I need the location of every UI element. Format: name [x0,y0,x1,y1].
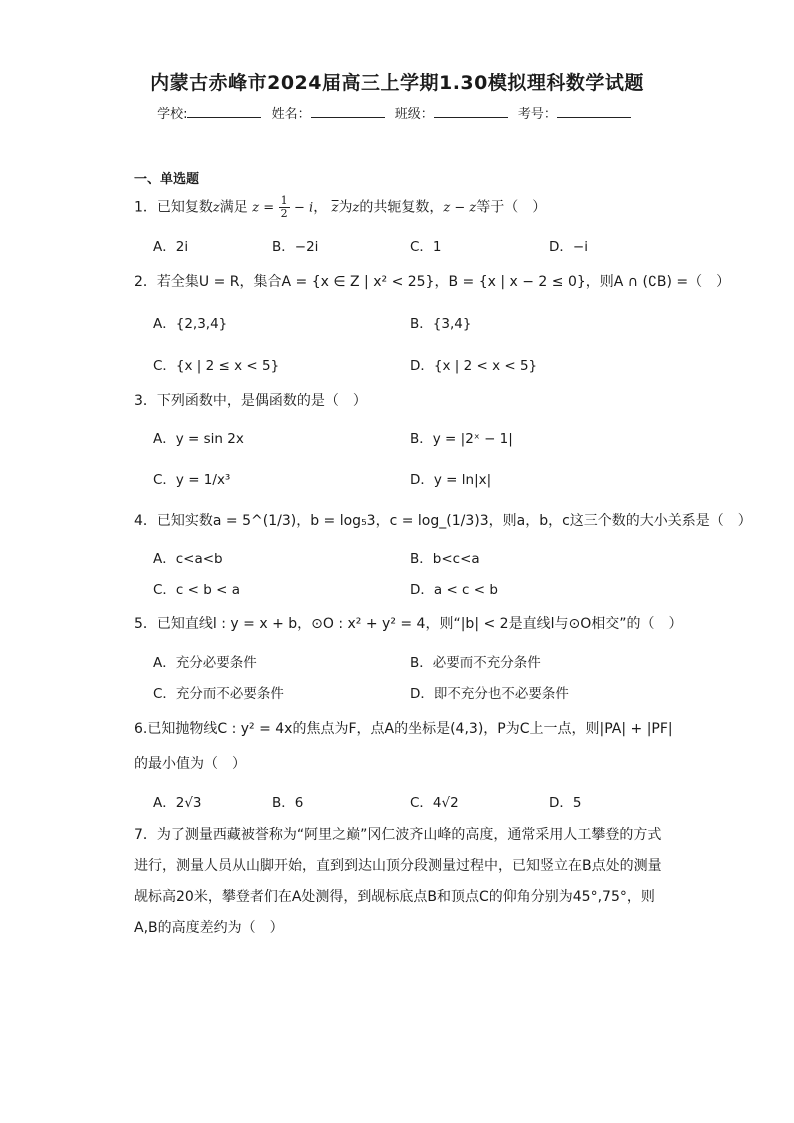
q1-stem-e: 的共轭复数， [359,199,444,216]
question-6-line-1: 6.已知抛物线C : y² = 4x的焦点为F，点A的坐标是(4,3)，P为C上一点，则|PA| + |PF| [134,721,673,737]
section-heading: 一、单选题 [134,172,200,187]
question-6-line-2: 的最小值为（ ） [134,756,246,772]
q6-option-d[interactable]: D．5 [549,795,582,811]
q5-option-b[interactable]: B．必要而不充分条件 [410,655,541,671]
question-2: 2．若全集U = R，集合A = {x ∈ Z | x² < 25}，B = {x | x − 2 ≤ 0}，则A ∩ (∁B) =（ ） [134,274,731,290]
q6-option-c[interactable]: C．4√2 [410,795,459,811]
q2-option-a[interactable]: A．{2,3,4} [153,316,228,332]
q1-option-a[interactable]: A．2i [153,239,189,255]
q2-option-b[interactable]: B．{3,4} [410,316,472,332]
q3-option-d[interactable]: D．y = ln|x| [410,472,492,488]
q1-zbar: $\overline{z}$ [331,200,339,216]
q4-option-d[interactable]: D．a < c < b [410,582,498,598]
q1-var-z2: z [352,200,360,216]
id-label: 考号： [517,107,557,122]
school-blank[interactable] [187,105,261,118]
page-title: 内蒙古赤峰市2024届高三上学期1.30模拟理科数学试题 [150,72,644,94]
q1-expr-head: z = [252,200,275,216]
q4-option-c[interactable]: C．c < b < a [153,582,240,598]
question-3: 3．下列函数中，是偶函数的是（ ） [134,393,367,409]
q1-option-c[interactable]: C．1 [410,239,442,255]
q1-frac-num: 1 [280,194,288,207]
q1-option-d[interactable]: D．−i [549,239,588,255]
name-label: 姓名： [271,107,311,122]
question-1 [134,195,546,220]
q3-option-a[interactable]: A．y = sin 2x [153,431,244,447]
q1-stem-f: 等于（ ） [476,199,547,216]
q6-option-b[interactable]: B．6 [272,795,304,811]
q1-stem-a: 1．已知复数 [134,199,213,216]
class-blank[interactable] [434,105,508,118]
q5-option-c[interactable]: C．充分而不必要条件 [153,686,284,702]
q1-stem-c: ， [313,199,328,216]
q1-expr-tail: − i [294,200,314,216]
q1-diff: z − z [443,200,477,216]
name-blank[interactable] [311,105,385,118]
q2-option-c[interactable]: C．{x | 2 ≤ x < 5} [153,358,280,374]
q3-option-b[interactable]: B．y = |2ˣ − 1| [410,431,513,447]
q1-option-b[interactable]: B．−2i [272,239,319,255]
q1-stem-b: 满足 [219,199,248,216]
class-label: 班级： [394,107,434,122]
q3-option-c[interactable]: C．y = 1/x³ [153,472,231,488]
q5-option-d[interactable]: D．即不充分也不必要条件 [410,686,569,702]
school-label: 学校: [157,107,188,122]
q1-var-z: z [212,200,220,216]
id-blank[interactable] [557,105,631,118]
q5-option-a[interactable]: A．充分必要条件 [153,655,257,671]
student-info-line [0,103,794,122]
q6-option-a[interactable]: A．2√3 [153,795,202,811]
question-7: 7．为了测量西藏被誉称为“阿里之巅”冈仁波齐山峰的高度，通常采用人工攀登的方式进行，测量人员从山脚开始，直到到达山顶分段测量过程中，已知竖立在B点处的测量觇标高20米，攀登者们在A处测得，到觇标底点B和顶点C的仰角分别为45°,75°，则A,B的高度差约为（ ） [134,827,662,936]
q2-option-d[interactable]: D．{x | 2 < x < 5} [410,358,538,374]
q1-frac-den: 2 [280,207,288,220]
question-4: 4．已知实数a = 5^(1/3)，b = log₅3，c = log_(1/3)3，则a，b，c这三个数的大小关系是（ ） [134,513,752,529]
question-5: 5．已知直线l : y = x + b，⊙O : x² + y² = 4，则“|b| < 2是直线l与⊙O相交”的（ ） [134,616,683,632]
q1-stem-d: 为 [338,199,353,216]
q4-option-b[interactable]: B．b<c<a [410,551,480,567]
q4-option-a[interactable]: A．c<a<b [153,551,223,567]
q1-fraction [279,195,290,220]
